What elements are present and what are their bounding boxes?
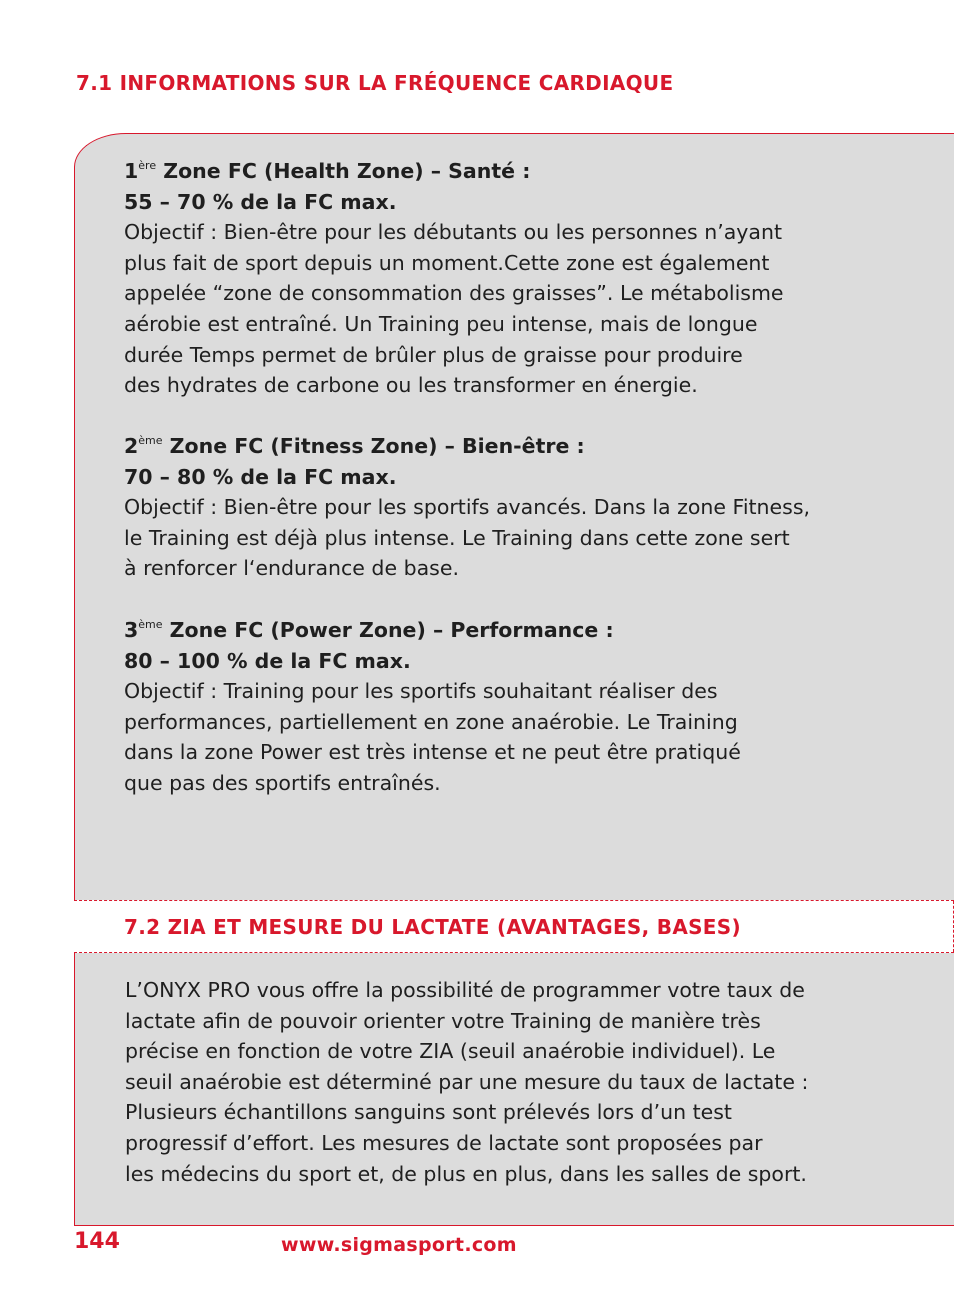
zone-2-line: Objectif : Bien-être pour les sportifs avancés. Dans la zone Fitness, bbox=[124, 495, 811, 520]
zia-paragraph bbox=[125, 975, 865, 1189]
zone-1-heading bbox=[124, 156, 844, 187]
zone-1-line: durée Temps permet de brûler plus de graisse pour produire bbox=[124, 342, 743, 367]
zone-2-ordinal: ème bbox=[138, 434, 163, 447]
zone-2-range: 70 – 80 % de la FC max. bbox=[124, 464, 397, 489]
zone-3-line: que pas des sportifs entraînés. bbox=[124, 770, 441, 795]
zone-1-ordinal: ère bbox=[138, 159, 157, 172]
subsection-header-band bbox=[74, 900, 954, 953]
zia-line: seuil anaérobie est déterminé par une mesure du taux de lactate : bbox=[125, 1069, 809, 1094]
zone-1-line: des hydrates de carbone ou les transformer en énergie. bbox=[124, 373, 698, 398]
zone-1-range: 55 – 70 % de la FC max. bbox=[124, 189, 397, 214]
zone-3-ordinal: ème bbox=[138, 618, 163, 631]
zone-1-number: 1 bbox=[124, 159, 139, 183]
footer-url[interactable]: www.sigmasport.com bbox=[281, 1234, 517, 1256]
zone-2-number: 2 bbox=[124, 434, 139, 458]
zone-2-line: à renforcer l‘endurance de base. bbox=[124, 556, 459, 581]
zia-line: L’ONYX PRO vous offre la possibilité de programmer votre taux de bbox=[125, 978, 805, 1002]
zone-3-heading bbox=[124, 615, 844, 646]
zone-2-block bbox=[124, 431, 844, 584]
zone-2-heading-text: Zone FC (Fitness Zone) – Bien-être : bbox=[162, 434, 585, 458]
zone-3-block bbox=[124, 615, 844, 799]
zia-line: progressif d’effort. Les mesures de lactate sont proposées par bbox=[125, 1130, 763, 1155]
zia-line: Plusieurs échantillons sanguins sont prélevés lors d’un test bbox=[125, 1100, 732, 1125]
zone-3-line: performances, partiellement en zone anaérobie. Le Training bbox=[124, 709, 738, 734]
page-number: 144 bbox=[74, 1229, 120, 1254]
zone-3-heading-text: Zone FC (Power Zone) – Performance : bbox=[162, 618, 614, 642]
zone-1-line: Objectif : Bien-être pour les débutants ou les personnes n’ayant bbox=[124, 220, 783, 245]
section-title-7-1: 7.1 INFORMATIONS SUR LA FRÉQUENCE CARDIAQUE bbox=[76, 71, 674, 95]
zone-3-line: dans la zone Power est très intense et ne peut être pratiqué bbox=[124, 740, 741, 765]
zone-1-line: aérobie est entraîné. Un Training peu intense, mais de longue bbox=[124, 311, 758, 336]
zone-1-line: appelée “zone de consommation des graisses”. Le métabolisme bbox=[124, 281, 784, 306]
section-title-7-2: 7.2 ZIA ET MESURE DU LACTATE (AVANTAGES, BASES) bbox=[124, 915, 741, 939]
zia-line: précise en fonction de votre ZIA (seuil anaérobie individuel). Le bbox=[125, 1039, 776, 1064]
zone-2-line: le Training est déjà plus intense. Le Training dans cette zone sert bbox=[124, 525, 790, 550]
zone-1-heading-text: Zone FC (Health Zone) – Santé : bbox=[156, 159, 531, 183]
zia-line: les médecins du sport et, de plus en plus, dans les salles de sport. bbox=[125, 1161, 807, 1186]
zone-1-line: plus fait de sport depuis un moment.Cette zone est également bbox=[124, 250, 770, 275]
zone-3-range: 80 – 100 % de la FC max. bbox=[124, 648, 411, 673]
zone-2-heading bbox=[124, 431, 844, 462]
zia-line: lactate afin de pouvoir orienter votre Training de manière très bbox=[125, 1008, 761, 1033]
zone-3-number: 3 bbox=[124, 618, 139, 642]
zone-1-block bbox=[124, 156, 844, 401]
zone-3-line: Objectif : Training pour les sportifs souhaitant réaliser des bbox=[124, 679, 718, 704]
